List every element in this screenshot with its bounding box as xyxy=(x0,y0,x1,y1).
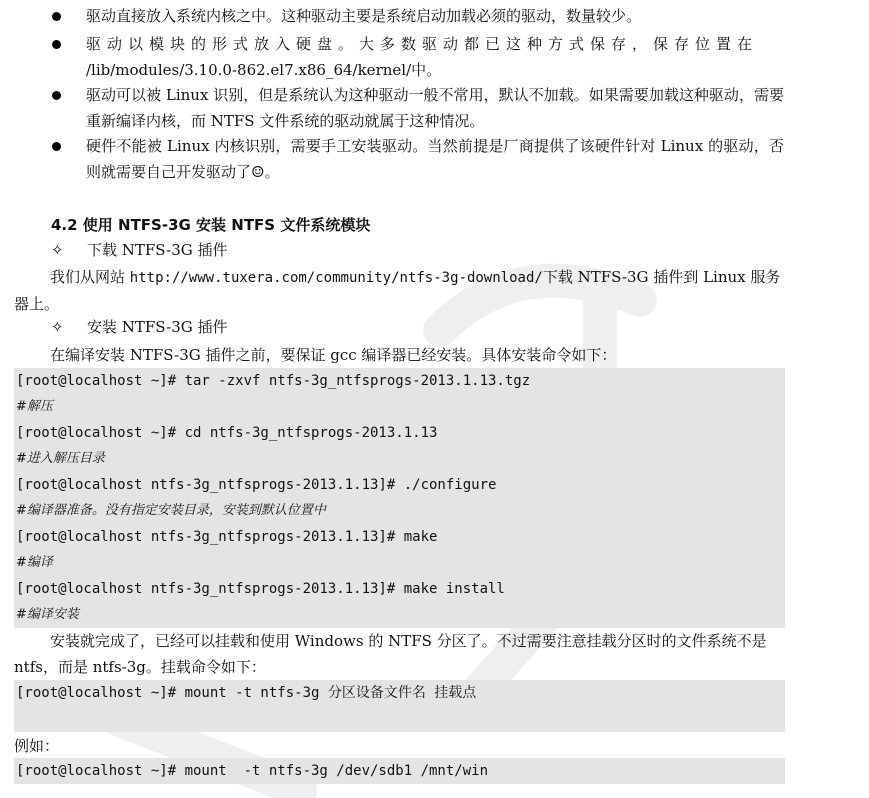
code-comment: #解压 xyxy=(16,399,53,414)
list-item xyxy=(0,31,784,83)
list-item xyxy=(0,82,784,134)
paragraph-text: 下载 NTFS-3G 插件到 Linux 服务器上。 xyxy=(14,268,781,313)
code-block-mount-syntax xyxy=(14,680,785,732)
paragraph-download xyxy=(14,264,783,317)
code-comment: #编译 xyxy=(16,555,53,570)
section-heading: 4.2 使用 NTFS-3G 安装 NTFS 文件系统模块 xyxy=(51,216,371,234)
code-line: [root@localhost ~]# mount -t ntfs-3g 分区设备文件名 挂载点 xyxy=(16,685,477,701)
subheading-label: 安装 NTFS-3G 插件 xyxy=(87,318,228,336)
code-comment: #进入解压目录 xyxy=(16,451,105,466)
code-block-install xyxy=(14,368,785,628)
code-line: [root@localhost ~]# cd ntfs-3g_ntfsprogs-2013.1.13 xyxy=(16,425,438,441)
list-item xyxy=(0,133,784,185)
code-line: [root@localhost ntfs-3g_ntfsprogs-2013.1.13]# make install xyxy=(16,581,505,597)
paragraph-mount-intro: 安装就完成了，已经可以挂载和使用 Windows 的 NTFS 分区了。不过需要注意挂载分区时的文件系统不是 ntfs，而是 ntfs-3g。挂载命令如下： xyxy=(14,632,767,676)
diamond-icon: ✧ xyxy=(51,318,64,336)
list-item-text: 驱动可以被 Linux 识别，但是系统认为这种驱动一般不常用，默认不加载。如果需要加载这种驱动，需要重新编译内核，而 NTFS 文件系统的驱动就属于这种情况。 xyxy=(86,86,784,130)
code-line: [root@localhost ~]# mount -t ntfs-3g /dev/sdb1 /mnt/win xyxy=(16,763,489,779)
bullet-dot xyxy=(52,142,61,151)
subheading-label: 下载 NTFS-3G 插件 xyxy=(87,241,228,259)
code-block-mount-example xyxy=(14,758,785,784)
list-item-text: 硬件不能被 Linux 内核识别，需要手工安装驱动。当然前提是厂商提供了该硬件针对 Linux 的驱动，否则就需要自己开发驱动了☺。 xyxy=(86,137,784,181)
code-comment: #编译器准备。没有指定安装目录，安装到默认位置中 xyxy=(16,503,326,518)
subheading-install xyxy=(51,316,228,337)
download-url: http://www.tuxera.com/community/ntfs-3g-download/ xyxy=(129,270,543,286)
list-item xyxy=(0,3,784,29)
list-item-text: 驱动直接放入系统内核之中。这种驱动主要是系统启动加载必须的驱动，数量较少。 xyxy=(86,7,642,25)
paragraph-install-intro: 在编译安装 NTFS-3G 插件之前，要保证 gcc 编译器已经安装。具体安装命令如下： xyxy=(50,346,617,364)
code-line: [root@localhost ~]# tar -zxvf ntfs-3g_ntfsprogs-2013.1.13.tgz xyxy=(16,373,531,389)
bullet-dot xyxy=(52,40,61,49)
paragraph-text: 我们从网站 xyxy=(50,268,126,286)
example-label: 例如： xyxy=(14,737,60,755)
code-line: [root@localhost ntfs-3g_ntfsprogs-2013.1.13]# ./configure xyxy=(16,477,497,493)
subheading-download xyxy=(51,239,228,260)
diamond-icon: ✧ xyxy=(51,241,64,259)
list-item-text: 驱动以模块的形式放入硬盘。大多数驱动都已这种方式保存，保存位置在 xyxy=(86,35,759,53)
code-line: [root@localhost ntfs-3g_ntfsprogs-2013.1.13]# make xyxy=(16,529,438,545)
code-comment: #编译安装 xyxy=(16,607,79,622)
bullet-dot xyxy=(52,12,61,21)
list-item-path: /lib/modules/3.10.0-862.el7.x86_64/kernel/中。 xyxy=(86,61,442,79)
bullet-dot xyxy=(52,91,61,100)
